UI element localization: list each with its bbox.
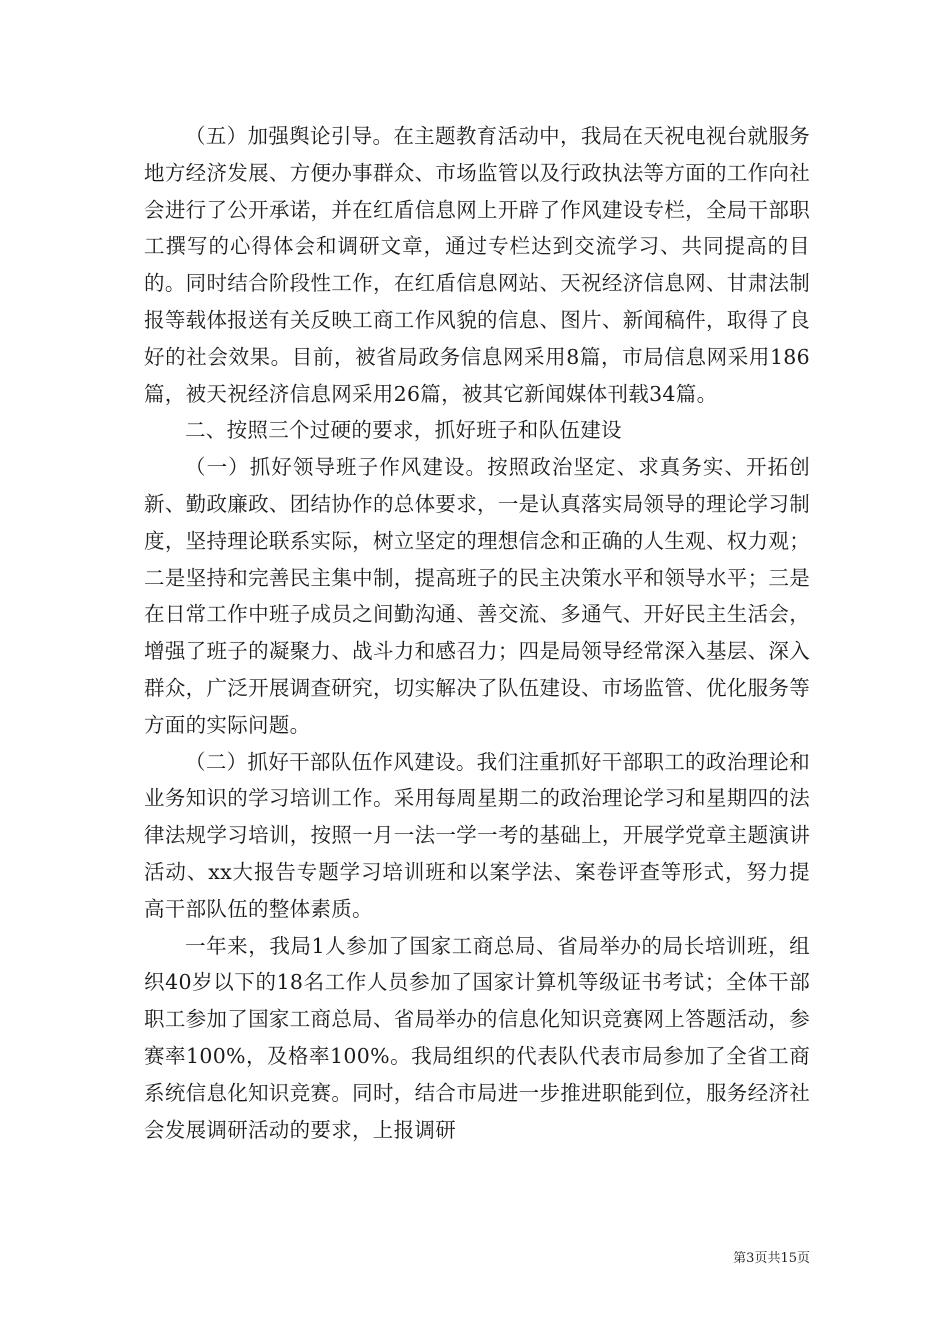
paragraph-training-results: 一年来，我局1人参加了国家工商总局、省局举办的局长培训班，组织40岁以下的18名工作人员参加了国家计算机等级证书考试；全体干部职工参加了国家工商总局、省局举办的信息化知识竞赛网上答题活动，参赛率100%，及格率100%。我局组织的代表队代表市局参加了全省工商系统信息化知识竞赛。同时，结合市局进一步推进职能到位，服务经济社会发展调研活动的要求，上报调研 [144, 933, 810, 1142]
page-number: 第3页共15页 [733, 1251, 810, 1266]
section-heading-team-building: 二、按照三个过硬的要求，抓好班子和队伍建设 [185, 418, 622, 443]
document-body [144, 118, 810, 1148]
paragraph-opinion-guidance: （五）加强舆论引导。在主题教育活动中，我局在天祝电视台就服务地方经济发展、方便办事群众、市场监管以及行政执法等方面的工作向社会进行了公开承诺，并在红盾信息网上开辟了作风建设专栏，全局干部职工撰写的心得体会和调研文章，通过专栏达到交流学习、共同提高的目的。同时结合阶段性工作，在红盾信息网站、天祝经济信息网、甘肃法制报等载体报送有关反映工商工作风貌的信息、图片、新闻稿件，取得了良好的社会效果。目前，被省局政务信息网采用8篇，市局信息网采用186篇，被天祝经济信息网采用26篇，被其它新闻媒体刊载34篇。 [144, 124, 810, 406]
paragraph-leadership-style: （一）抓好领导班子作风建设。按照政治坚定、求真务实、开拓创新、勤政廉政、团结协作的总体要求，一是认真落实局领导的理论学习制度，坚持理论联系实际，树立坚定的理想信念和正确的人生观、权力观；二是坚持和完善民主集中制，提高班子的民主决策水平和领导水平；三是在日常工作中班子成员之间勤沟通、善交流、多通气、开好民主生活会，增强了班子的凝聚力、战斗力和感召力；四是局领导经常深入基层、深入群众，广泛开展调查研究，切实解决了队伍建设、市场监管、优化服务等方面的实际问题。 [144, 455, 810, 737]
paragraph-cadre-style: （二）抓好干部队伍作风建设。我们注重抓好干部职工的政治理论和业务知识的学习培训工作。采用每周星期二的政治理论学习和星期四的法律法规学习培训，按照一月一法一学一考的基础上，开展学党章主题演讲活动、xx大报告专题学习培训班和以案学法、案卷评查等形式，努力提高干部队伍的整体素质。 [144, 749, 810, 921]
